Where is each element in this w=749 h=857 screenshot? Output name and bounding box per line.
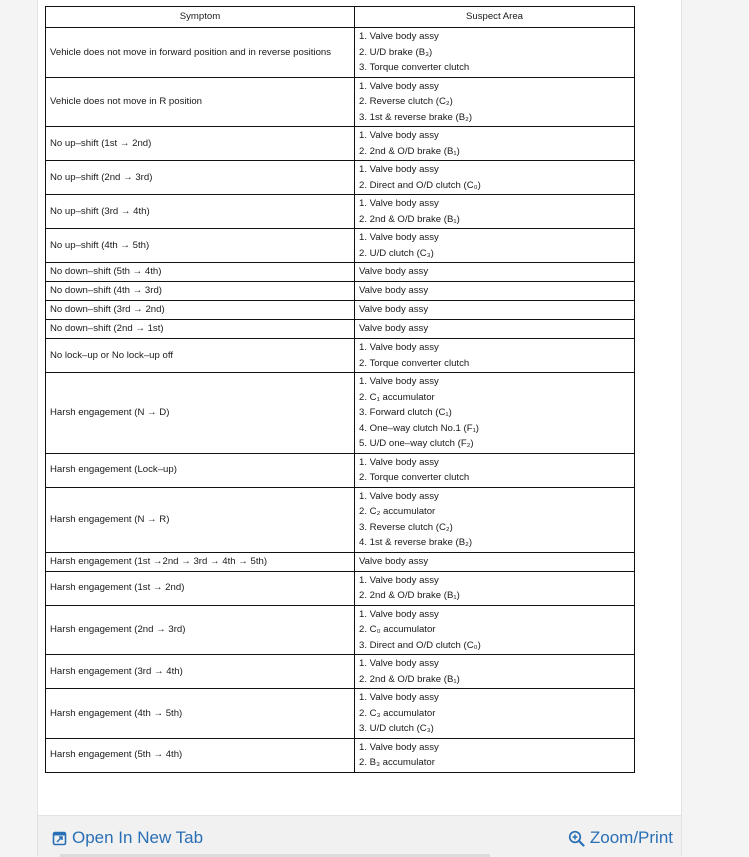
suspect-area-item: 3. Torque converter clutch (359, 62, 470, 73)
zoom-in-icon (568, 830, 585, 847)
table-row (46, 571, 635, 605)
suspect-area-item: 2. Torque converter clutch (359, 357, 470, 369)
suspect-area-cell (355, 571, 635, 605)
table-row (46, 655, 635, 689)
symptom-cell: No up–shift (3rd → 4th) (46, 195, 355, 229)
table-row (46, 263, 635, 282)
suspect-area-list (359, 690, 630, 737)
suspect-area-cell: Valve body assy (355, 552, 635, 571)
table-row (46, 339, 635, 373)
symptom-cell: No up–shift (4th → 5th) (46, 229, 355, 263)
symptom-cell: Harsh engagement (5th → 4th) (46, 738, 355, 772)
suspect-area-list (359, 29, 630, 76)
symptom-column-header: Symptom (46, 7, 355, 28)
suspect-area-list (359, 455, 630, 486)
suspect-area-list (359, 573, 630, 604)
suspect-area-item: 4. One–way clutch No.1 (F₁) (359, 422, 480, 434)
table-row (46, 229, 635, 263)
symptom-cell: No up–shift (2nd → 3rd) (46, 161, 355, 195)
suspect-area-cell (355, 655, 635, 689)
symptom-cell: No lock–up or No lock–up off (46, 339, 355, 373)
table-row (46, 127, 635, 161)
suspect-area-item: 2. C₀ accumulator (359, 624, 436, 635)
symptom-cell: No up–shift (1st → 2nd) (46, 127, 355, 161)
table-row (46, 552, 635, 571)
suspect-area-cell (355, 127, 635, 161)
suspect-area-list (359, 607, 630, 654)
troubleshooting-table (45, 6, 635, 773)
suspect-area-item: 1. Valve body assy (359, 232, 439, 243)
suspect-area-item: 1. Valve body assy (359, 574, 439, 586)
table-body (46, 28, 635, 773)
suspect-area-item: 1. Valve body assy (359, 130, 439, 141)
symptom-cell: Harsh engagement (Lock–up) (46, 453, 355, 487)
suspect-area-item: 1. Valve body assy (359, 198, 439, 209)
table-row (46, 373, 635, 454)
suspect-area-cell (355, 605, 635, 655)
suspect-area-item: 3. 1st & reverse brake (B₂) (359, 111, 473, 123)
suspect-area-cell (355, 77, 635, 127)
suspect-area-cell (355, 229, 635, 263)
suspect-area-item: 3. Reverse clutch (C₂) (359, 521, 453, 533)
table-row (46, 28, 635, 78)
table-row (46, 320, 635, 339)
suspect-area-item: 4. 1st & reverse brake (B₂) (359, 537, 473, 548)
symptom-cell: Harsh engagement (4th → 5th) (46, 689, 355, 739)
suspect-area-cell (355, 195, 635, 229)
symptom-cell: Harsh engagement (3rd → 4th) (46, 655, 355, 689)
open-in-new-tab-label: Open In New Tab (72, 828, 204, 847)
table-row (46, 77, 635, 127)
suspect-area-item: 1. Valve body assy (359, 376, 439, 387)
table-row (46, 605, 635, 655)
suspect-area-list (359, 79, 630, 126)
suspect-area-item: 2. B₃ accumulator (359, 757, 435, 768)
suspect-area-list (359, 230, 630, 261)
suspect-area-list (359, 489, 630, 551)
symptom-cell: Harsh engagement (1st → 2nd) (46, 571, 355, 605)
symptom-cell: No down–shift (3rd → 2nd) (46, 301, 355, 320)
suspect-area-cell (355, 161, 635, 195)
suspect-area-column-header: Suspect Area (355, 7, 635, 28)
symptom-cell: No down–shift (5th → 4th) (46, 263, 355, 282)
viewer-footer (38, 815, 681, 857)
symptom-cell: No down–shift (2nd → 1st) (46, 320, 355, 339)
suspect-area-item: 3. Forward clutch (C₁) (359, 407, 452, 418)
suspect-area-item: 1. Valve body assy (359, 342, 439, 353)
suspect-area-item: 1. Valve body assy (359, 31, 439, 42)
suspect-area-list (359, 128, 630, 159)
table-row (46, 689, 635, 739)
table-row (46, 161, 635, 195)
suspect-area-cell (355, 28, 635, 78)
suspect-area-cell: Valve body assy (355, 263, 635, 282)
suspect-area-item: 2. U/D brake (B₃) (359, 46, 433, 58)
symptom-cell: Harsh engagement (N → R) (46, 487, 355, 552)
suspect-area-list (359, 162, 630, 193)
suspect-area-list (359, 656, 630, 687)
table-row (46, 195, 635, 229)
suspect-area-item: 1. Valve body assy (359, 490, 439, 502)
suspect-area-item: 2. 2nd & O/D brake (B₁) (359, 590, 460, 601)
suspect-area-list (359, 740, 630, 771)
suspect-area-list (359, 374, 630, 452)
suspect-area-item: 3. Direct and O/D clutch (C₀) (359, 639, 481, 651)
suspect-area-item: 2. Reverse clutch (C₂) (359, 96, 453, 107)
suspect-area-item: 1. Valve body assy (359, 456, 439, 468)
suspect-area-item: 1. Valve body assy (359, 80, 439, 92)
suspect-area-item: 2. C₁ accumulator (359, 391, 435, 403)
symptom-cell: No down–shift (4th → 3rd) (46, 282, 355, 301)
suspect-area-cell (355, 339, 635, 373)
symptom-cell: Vehicle does not move in R position (46, 77, 355, 127)
suspect-area-item: 2. Torque converter clutch (359, 472, 470, 483)
table-row (46, 487, 635, 552)
suspect-area-item: 2. 2nd & O/D brake (B₁) (359, 145, 460, 157)
suspect-area-item: 5. U/D one–way clutch (F₂) (359, 438, 474, 449)
suspect-area-item: 1. Valve body assy (359, 741, 439, 753)
suspect-area-item: 2. U/D clutch (C₃) (359, 247, 434, 259)
table-row (46, 301, 635, 320)
suspect-area-cell (355, 373, 635, 454)
suspect-area-item: 1. Valve body assy (359, 164, 439, 175)
suspect-area-item: 2. C₂ accumulator (359, 506, 436, 517)
suspect-area-item: 2. 2nd & O/D brake (B₁) (359, 673, 460, 685)
suspect-area-cell (355, 453, 635, 487)
suspect-area-list (359, 340, 630, 371)
suspect-area-cell: Valve body assy (355, 282, 635, 301)
open-in-new-tab-link[interactable] (52, 828, 203, 848)
symptom-cell: Vehicle does not move in forward position and in reverse positions (46, 28, 355, 78)
symptom-cell: Harsh engagement (1st →2nd → 3rd → 4th → 5th) (46, 552, 355, 571)
suspect-area-cell: Valve body assy (355, 301, 635, 320)
suspect-area-item: 2. Direct and O/D clutch (C₀) (359, 179, 481, 191)
symptom-cell: Harsh engagement (2nd → 3rd) (46, 605, 355, 655)
table-header-row (46, 7, 635, 28)
suspect-area-cell (355, 738, 635, 772)
symptom-cell: Harsh engagement (N → D) (46, 373, 355, 454)
suspect-area-item: 1. Valve body assy (359, 692, 439, 703)
table-row (46, 738, 635, 772)
zoom-print-label: Zoom/Print (589, 828, 673, 847)
suspect-area-cell (355, 487, 635, 552)
suspect-area-list (359, 196, 630, 227)
suspect-area-item: 2. C₃ accumulator (359, 707, 436, 719)
document-viewer (37, 0, 682, 856)
suspect-area-item: 1. Valve body assy (359, 608, 439, 620)
zoom-print-link[interactable] (568, 828, 673, 848)
suspect-area-item: 3. U/D clutch (C₃) (359, 723, 434, 734)
suspect-area-cell (355, 689, 635, 739)
suspect-area-item: 1. Valve body assy (359, 658, 439, 669)
suspect-area-item: 2. 2nd & O/D brake (B₁) (359, 213, 460, 225)
table-row (46, 282, 635, 301)
table-row (46, 453, 635, 487)
open-in-new-tab-icon (52, 831, 67, 846)
suspect-area-cell: Valve body assy (355, 320, 635, 339)
